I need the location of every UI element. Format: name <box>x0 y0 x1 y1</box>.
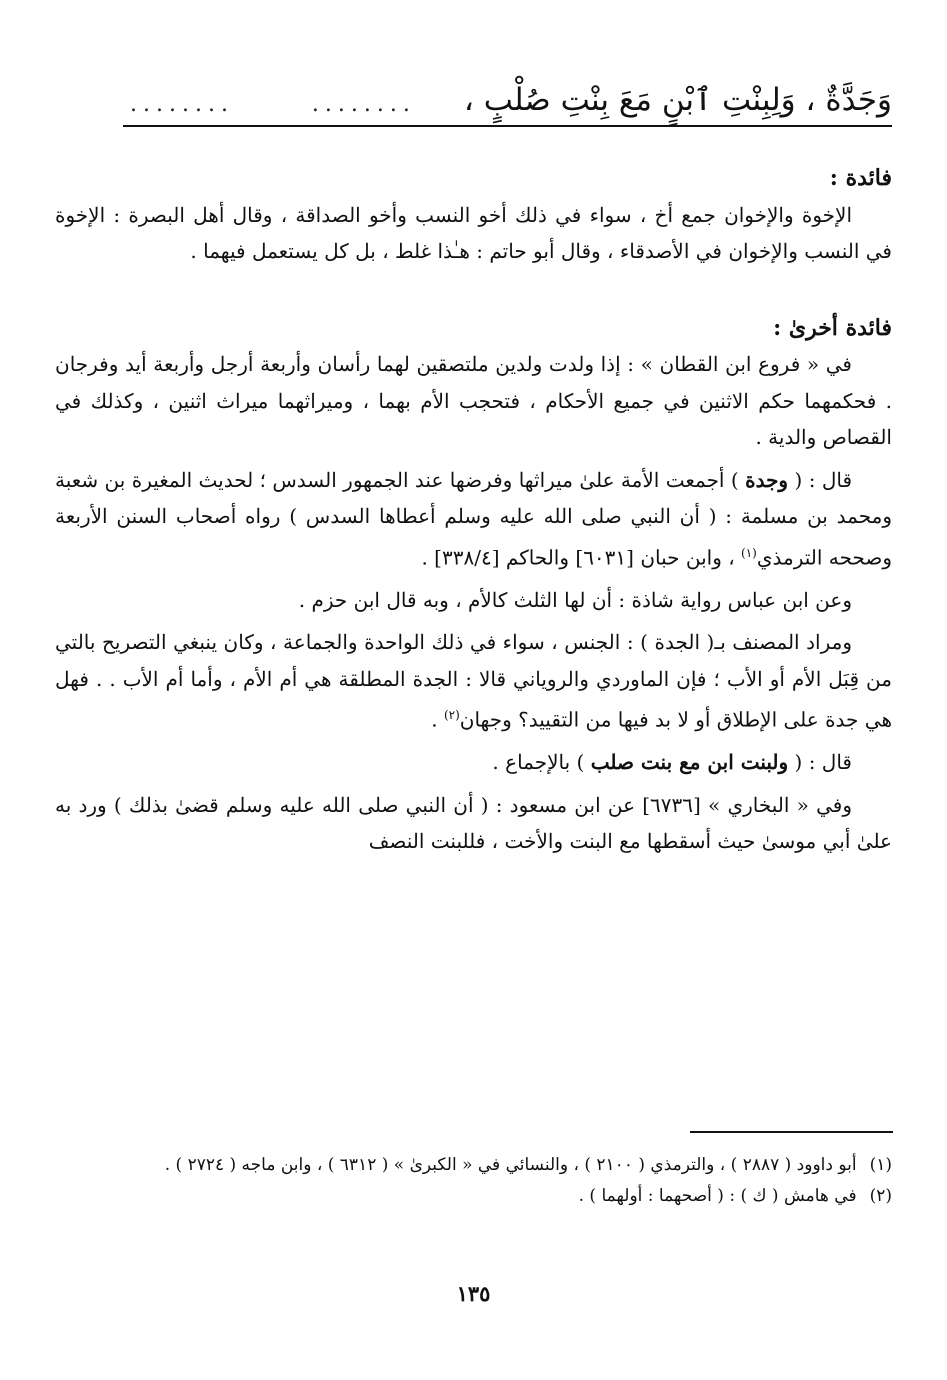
footnote-2 <box>90 1181 892 1212</box>
footnote-1 <box>90 1150 892 1181</box>
paragraph-bint-ibn: قال : ( ولبنت ابن مع بنت صلب ) بالإجماع . <box>492 750 852 775</box>
footnote-separator <box>690 1131 893 1133</box>
footnote-ref-1: (١) <box>741 545 757 560</box>
faida2-heading: فائدة أخرىٰ : <box>773 314 892 341</box>
footnote-text: في هامش ( ك ) : ( أصحهما : أولهما ) . <box>578 1186 857 1206</box>
footnote-number: (٢) <box>869 1186 892 1206</box>
paragraph-jadda: قال : ( وجدة ) أجمعت الأمة علىٰ ميراثها وفرضها عند الجمهور السدس ؛ لحديث المغيرة بن شعبة ومحمد بن مسلمة : ( أن النبي صلى الله عليه وسلم أعطاها السدس ) رواه أصحاب السنن الأربعة وصححه الترمذي$^{(١)}$ ، وابن حبان [٦٠٣١] والحاكم [٣٣٨/٤] . <box>55 467 892 570</box>
running-header <box>120 70 892 116</box>
faida1-paragraph: الإخوة والإخوان جمع أخ ، سواء في ذلك أخو النسب وأخو الصداقة ، وقال أهل البصرة : الإخوة في النسب والإخوان في الأصدقاء ، وقال أبو حاتم : هـٰذا غلط ، بل كل يستعمل فيهما . <box>55 202 892 263</box>
footnotes <box>90 1150 892 1212</box>
footnote-number: (١) <box>869 1155 892 1175</box>
footnote-ref-2: (٢) <box>443 708 460 723</box>
paragraph-bukhari: وفي « البخاري » [٦٧٣٦] عن ابن مسعود : ( أن النبي صلى الله عليه وسلم قضىٰ بذلك ) ورد به علىٰ أبي موسىٰ حيث أسقطها مع البنت والأخت ، فللبنت النصف <box>55 792 892 854</box>
faida1-heading: فائدة : <box>829 165 892 191</box>
paragraph-ibn-abbas: وعن ابن عباس رواية شاذة : أن لها الثلث كالأم ، وبه قال ابن حزم . <box>298 587 852 612</box>
matn-bint-ibn: ولبنت ابن مع بنت صلب <box>590 750 789 775</box>
footnote-text: أبو داوود ( ٢٨٨٧ ) ، والترمذي ( ٢١٠٠ ) ، والنسائي في « الكبرىٰ » ( ٦٣١٢ ) ، وابن ماجه ( ٢٧٢٤ ) . <box>164 1155 857 1175</box>
header-title: وَجَدَّةٌ ، وَلِبِنْتِ ٱبْنٍ مَعَ بِنْتِ صُلْبٍ ، <box>463 82 892 118</box>
main-text <box>55 160 892 860</box>
paragraph-murad: ومراد المصنف بـ( الجدة ) : الجنس ، سواء في ذلك الواحدة والجماعة ، وكان ينبغي التصريح بالتي من قِبَل الأم أو الأب ؛ فإن الماوردي والروياني قالا : الجدة المطلقة هي أم الأم ، وأما أم الأب . . فهل هي جدة على الإطلاق أو لا بد فيها من التقييد؟ وجهان$^{(٢)}$ . <box>55 630 892 732</box>
faida2-paragraph: في « فروع ابن القطان » : إذا ولدت ولدين ملتصقين لهما رأسان وأربعة أرجل وأربعة أيد وفرجان . فحكمهما حكم الاثنين في جميع الأحكام ، فتحجب الأم بهما ، وميراثهما ميراث اثنين ، وكذلك في القصاص والدية . <box>55 352 892 449</box>
page-number: ١٣٥ <box>456 1281 491 1306</box>
header-dots: ........ ........ <box>130 92 416 117</box>
header-rule <box>123 125 892 127</box>
matn-jadda: وجدة <box>745 467 789 492</box>
